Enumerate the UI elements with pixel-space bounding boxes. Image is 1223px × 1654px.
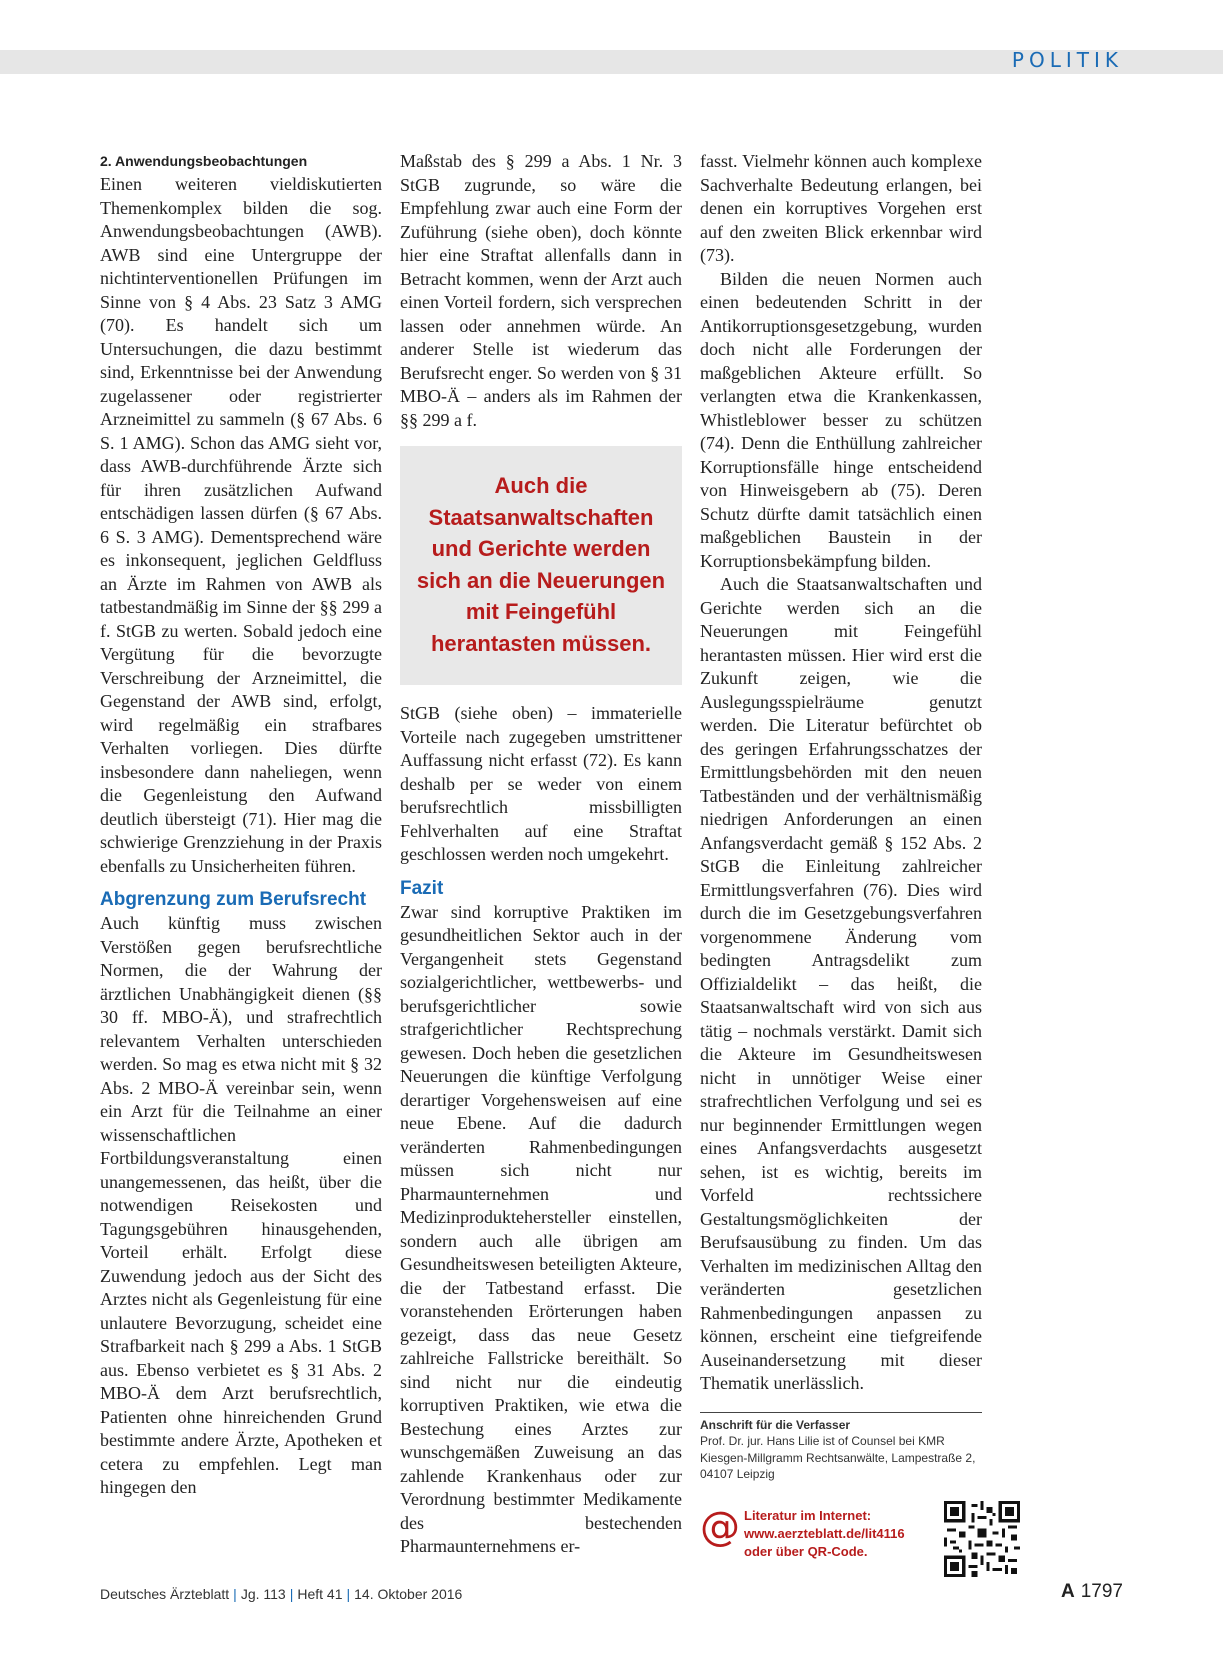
literature-link[interactable]: www.aerzteblatt.de/lit4116 xyxy=(744,1525,905,1541)
paragraph: Auch künftig muss zwischen Verstößen gegen berufsrechtliche Normen, die der Wahrung der ärztlichen Unabhängigkeit dienen (§§ 30 ff. MBO-Ä), und strafrechtlich relevantem Verhalten unterschieden werden. So mag es etwa nicht mit § 32 Abs. 2 MBO-Ä vereinbar sein, wenn ein Arzt für die Teilnahme an einer wissenschaftlichen Fortbildungsveranstaltung einen unangemessenen, das heißt, über die notwendigen Reisekosten und Tagungsgebühren hinausgehenden, Vorteil erhält. Erfolgt diese Zuwendung jedoch aus der Sicht des Arztes nicht als Gegenleistung für eine unlautere Bevorzugung, scheidet eine Strafbarkeit nach § 299 a Abs. 1 StGB aus. Ebenso verbietet es § 31 Abs. 2 MBO-Ä dem Arzt berufsrechtlich, Patienten ohne hinreichenden Grund bestimmte andere Ärzte, Apotheken et cetera zu empfehlen. Legt man hingegen den xyxy=(100,913,382,1497)
column-3 xyxy=(700,150,982,1576)
journal-name: Deutsches Ärzteblatt xyxy=(100,1586,230,1602)
paragraph: Maßstab des § 299 a Abs. 1 Nr. 3 StGB zugrunde, so wäre die Empfehlung zwar auch eine Form der Zuführung (siehe oben), doch könnte hier eine Straftat allenfalls dann in Betracht kommen, wenn der Arzt auch einen Vorteil fordern, sich versprechen lassen oder annehmen würde. An anderer Stelle ist wiederum das Berufsrecht enger. So werden von § 31 MBO-Ä – anders als im Rahmen der §§ 299 a f. xyxy=(400,151,682,430)
subheading-anwendungsbeobachtungen: 2. Anwendungsbeobachtungen xyxy=(100,153,308,169)
pull-quote: Auch die Staatsanwaltschaften und Gerichte werden sich an die Neuerungen mit Feingefühl herantasten müssen. xyxy=(400,446,682,685)
literature-box xyxy=(700,1501,982,1576)
literature-label: Literatur im Internet: xyxy=(744,1507,872,1523)
heading-berufsrecht: Abgrenzung zum Berufsrecht xyxy=(100,889,367,910)
issue-date: 14. Oktober 2016 xyxy=(354,1586,463,1602)
page-value: 1797 xyxy=(1080,1581,1123,1602)
footer: Deutsches Ärzteblatt | Jg. 113 | Heft 41 | 14. Oktober 2016 xyxy=(100,1586,463,1602)
volume: Jg. 113 xyxy=(240,1586,286,1602)
heading-fazit: Fazit xyxy=(400,877,444,899)
literature-text xyxy=(744,1507,905,1561)
page-prefix: A xyxy=(1060,1581,1075,1602)
column-1 xyxy=(100,150,382,1500)
paragraph: StGB (siehe oben) – immaterielle Vorteile nach zugegeben umstrittener Auffassung nicht erfasst (72). Es kann deshalb per se weder von einem berufsrechtlich missbilligten Fehlverhalten auf eine Straftat geschlossen werden noch umgekehrt. xyxy=(400,703,682,864)
author-address xyxy=(700,1412,982,1483)
paragraph: Zwar sind korruptive Praktiken im gesundheitlichen Sektor auch in der Vergangenheit stets Gegenstand sozialgerichtlicher, wettbewerbs- und berufsgerichtlicher sowie strafgerichtlicher Rechtsprechung gewesen. Doch heben die gesetzlichen Neuerungen die künftige Verfolgung derartiger Vorgehensweisen auf eine neue Ebene. Auf die dadurch veränderten Rahmenbedingungen müssen sich nicht nur Pharmaunternehmen und Medizinproduktehersteller einstellen, sondern auch alle übrigen am Gesundheitswesen beteiligten Akteure, die der Tatbestand erfasst. Die voranstehenden Erörterungen haben gezeigt, dass das neue Gesetz zahlreiche Fallstricke bereithält. So sind nicht nur die eindeutig korruptiven Praktiken, wie etwa die Bestechung eines Arztes zur wunschgemäßen Zuweisung an das zahlende Krankenhaus oder zur Verordnung bestimmter Medikamente des bestechenden Pharmaunternehmens er- xyxy=(400,901,682,1556)
qr-code-icon[interactable] xyxy=(944,1501,1020,1577)
paragraph: fasst. Vielmehr können auch komplexe Sachverhalte Bedeutung erlangen, bei denen ein korruptives Vorgehen erst auf den zweiten Blick erkennbar wird (73). xyxy=(700,151,982,265)
paragraph: Bilden die neuen Normen auch einen bedeutenden Schritt in der Antikorruptionsgesetzgebung, wurden doch nicht alle Forderungen der maßgeblichen Akteure erfüllt. So verlangten etwa die Krankenkassen, Whistleblower besser zu schützen (74). Denn die Enthüllung zahlreicher Korruptionsfälle hinge entscheidend von Hinweisgebern ab (75). Deren Schutz dürfte damit tatsächlich einen maßgeblichen Baustein in der Korruptionsbekämpfung bilden. xyxy=(700,268,982,571)
address-text: Prof. Dr. jur. Hans Lilie ist of Counsel bei KMR Kiesgen-Millgramm Rechtsanwälte, Lampestraße 2, 04107 Leipzig xyxy=(700,1434,976,1481)
paragraph: Einen weiteren vieldiskutierten Themenkomplex bilden die sog. Anwendungsbeobachtungen (AWB). AWB sind eine Untergruppe der nichtinterventionellen Prüfungen im Sinne von § 4 Abs. 23 Satz 3 AMG (70). Es handelt sich um Untersuchungen, die dazu bestimmt sind, Erkenntnisse bei der Anwendung zugelassener oder registrierter Arzneimittel zu sammeln (§ 67 Abs. 6 S. 1 AMG). Schon das AMG sieht vor, dass AWB-durchführende Ärzte sich für ihren zusätzlichen Aufwand entschädigen lassen dürfen (§ 67 Abs. 6 S. 3 AMG). Dementsprechend wäre es inkonsequent, jeglichen Geldfluss an Ärzte im Rahmen von AWB als tatbestandmäßig im Sinne der §§ 299 a f. StGB zu werten. Sobald jedoch eine Vergütung für die bevorzugte Verschreibung der Arzneimittel, die Gegenstand der AWB sind, erfolgt, wird regelmäßig ein strafbares Verhalten vorliegen. Dies dürfte insbesondere dann naheliegen, wenn die Gegenleistung den Aufwand deutlich übersteigt (71). Hier mag die schwierige Grenzziehung in der Praxis ebenfalls zu Unsicherheiten führen. xyxy=(100,174,382,876)
literature-qr-note: oder über QR-Code. xyxy=(744,1543,868,1559)
issue: Heft 41 xyxy=(297,1586,343,1602)
at-icon: @ xyxy=(700,1503,740,1550)
paragraph: Auch die Staatsanwaltschaften und Gerichte werden sich an die Neuerungen mit Feingefühl herantasten müssen. Hier wird erst die Zukunft zeigen, wie die Auslegungsspielräume genutzt werden. Die Literatur befürchtet ob des geringen Erfahrungsschatzes der Ermittlungsbehörden mit den neuen Tatbeständen und der verhältnismäßig niedrigen Anforderungen an einen Anfangsverdacht gemäß § 152 Abs. 2 StGB die Einleitung zahlreicher Ermittlungsverfahren (76). Dies wird durch die im Gesetzgebungsverfahren vorgenommene Änderung vom bedingten Antragsdelikt zum Offizialdelikt – das heißt, die Staatsanwaltschaft wird von sich aus tätig – nochmals verstärkt. Damit sich die Akteure im Gesundheitswesen nicht in unnötiger Weise einer strafrechtlichen Verfolgung und sei es nur beginnender Ermittlungen wegen eines Anfangsverdachts ausgesetzt sehen, ist es wichtig, bereits im Vorfeld rechtssichere Gestaltungsmöglichkeiten der Berufsausübung zu finden. Um das Verhalten im medizinischen Alltag den veränderten gesetzlichen Rahmenbedingungen anpassen zu können, erscheint eine tiefgreifende Auseinandersetzung mit dieser Thematik unerlässlich. xyxy=(700,574,982,1393)
section-label: POLITIK xyxy=(1011,48,1123,72)
address-heading: Anschrift für die Verfasser xyxy=(700,1417,851,1432)
page-number xyxy=(1061,1581,1123,1603)
column-2 xyxy=(400,150,682,1559)
